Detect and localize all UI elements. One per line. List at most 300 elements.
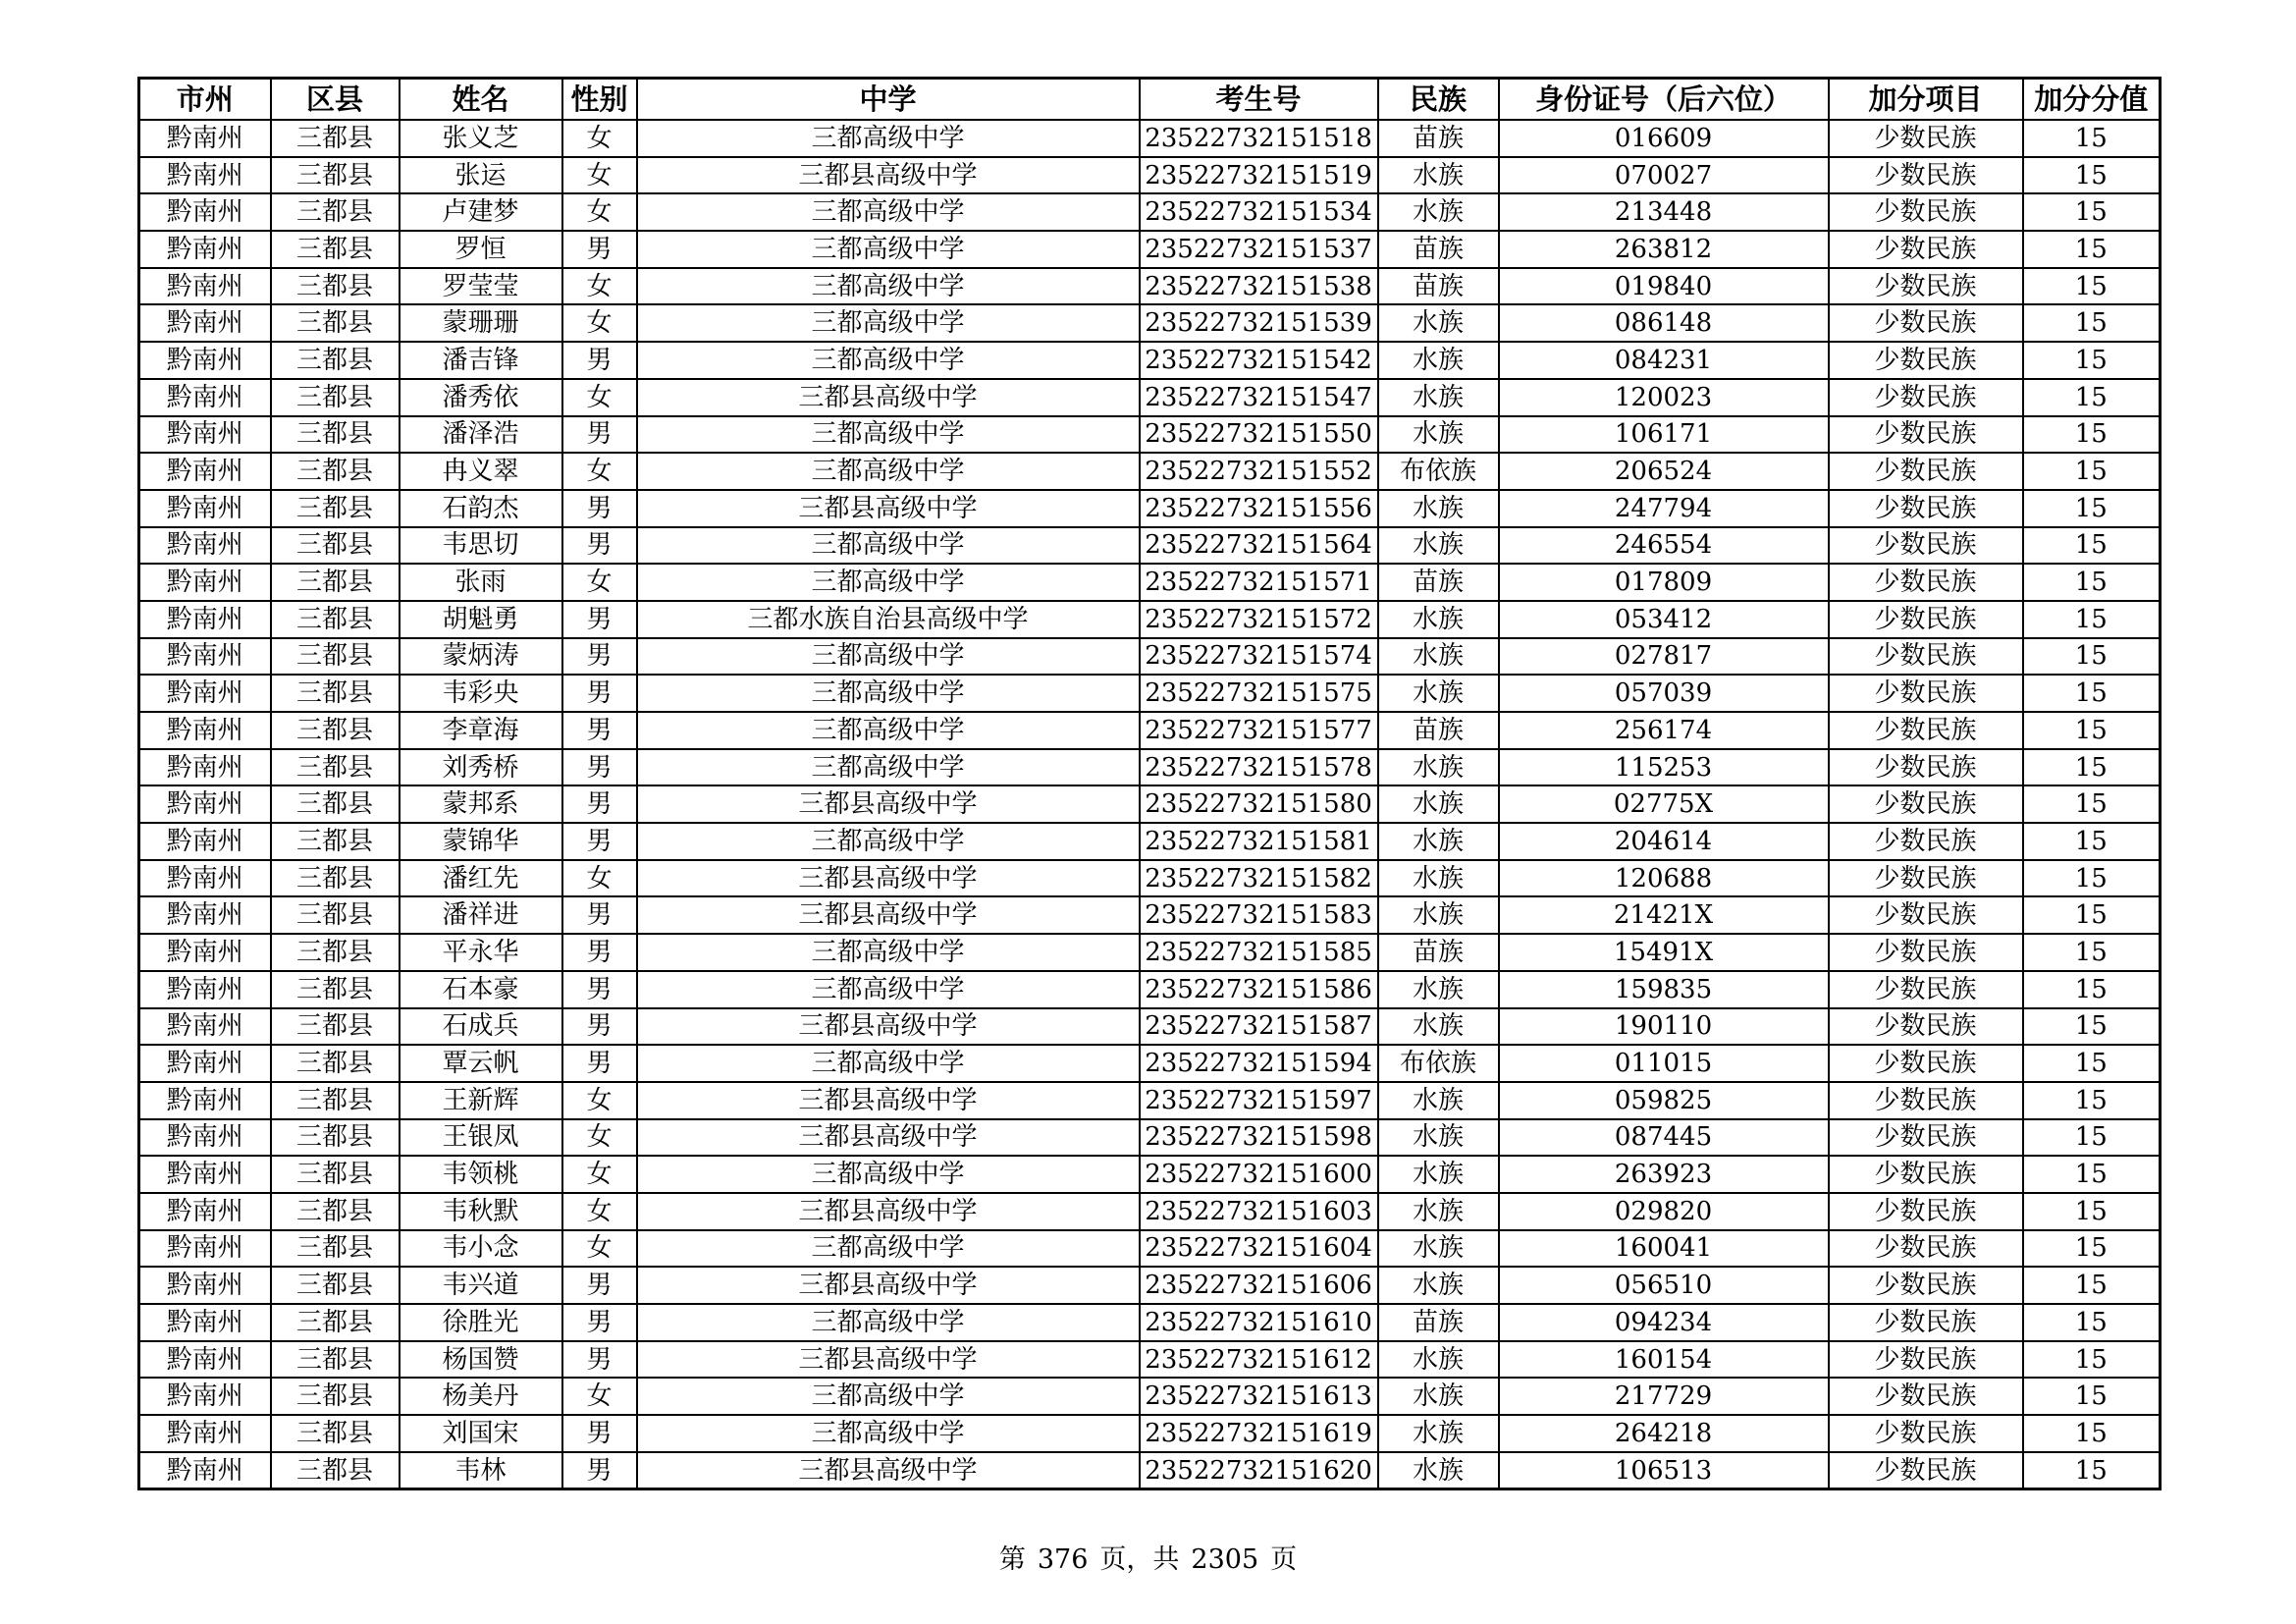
- table-body: [139, 120, 2161, 1489]
- cell-school: 三都县高级中学: [637, 1008, 1140, 1046]
- table-row: [139, 157, 2161, 194]
- cell-bonus-points: 15: [2023, 1045, 2161, 1082]
- cell-school: 三都高级中学: [637, 120, 1140, 157]
- cell-school: 三都高级中学: [637, 1156, 1140, 1193]
- cell-bonus-points: 15: [2023, 971, 2161, 1008]
- cell-school: 三都高级中学: [637, 231, 1140, 268]
- cell-ethnicity: 水族: [1378, 823, 1499, 860]
- cell-id-last-six: 120688: [1499, 860, 1829, 897]
- cell-exam-number: 23522732151597: [1140, 1082, 1378, 1119]
- cell-bonus-points: 15: [2023, 1156, 2161, 1193]
- cell-school: 三都高级中学: [637, 1378, 1140, 1415]
- cell-name: 李章海: [400, 712, 562, 749]
- cell-name: 潘秀依: [400, 379, 562, 416]
- cell-bonus-item: 少数民族: [1829, 157, 2023, 194]
- cell-bonus-points: 15: [2023, 193, 2161, 231]
- cell-bonus-points: 15: [2023, 601, 2161, 638]
- cell-city: 黔南州: [139, 342, 271, 379]
- cell-bonus-points: 15: [2023, 1415, 2161, 1452]
- cell-name: 韦林: [400, 1452, 562, 1489]
- cell-bonus-item: 少数民族: [1829, 342, 2023, 379]
- cell-exam-number: 23522732151572: [1140, 601, 1378, 638]
- cell-school: 三都高级中学: [637, 193, 1140, 231]
- cell-county: 三都县: [271, 157, 400, 194]
- table-row: [139, 934, 2161, 971]
- cell-bonus-points: 15: [2023, 1193, 2161, 1230]
- footer-total-pages: 2305: [1191, 1544, 1259, 1575]
- cell-school: 三都县高级中学: [637, 157, 1140, 194]
- cell-county: 三都县: [271, 193, 400, 231]
- cell-county: 三都县: [271, 1156, 400, 1193]
- cell-bonus-points: 15: [2023, 1082, 2161, 1119]
- cell-bonus-points: 15: [2023, 675, 2161, 712]
- cell-id-last-six: 016609: [1499, 120, 1829, 157]
- cell-name: 张雨: [400, 564, 562, 601]
- cell-school: 三都县高级中学: [637, 785, 1140, 823]
- cell-name: 潘吉锋: [400, 342, 562, 379]
- cell-gender: 男: [562, 527, 637, 565]
- cell-bonus-item: 少数民族: [1829, 1230, 2023, 1268]
- cell-id-last-six: 086148: [1499, 304, 1829, 342]
- cell-exam-number: 23522732151606: [1140, 1267, 1378, 1304]
- cell-id-last-six: 159835: [1499, 971, 1829, 1008]
- cell-bonus-points: 15: [2023, 712, 2161, 749]
- cell-bonus-item: 少数民族: [1829, 675, 2023, 712]
- cell-bonus-points: 15: [2023, 823, 2161, 860]
- cell-ethnicity: 布依族: [1378, 1045, 1499, 1082]
- table-row: [139, 675, 2161, 712]
- cell-city: 黔南州: [139, 1230, 271, 1268]
- cell-gender: 女: [562, 1378, 637, 1415]
- cell-school: 三都高级中学: [637, 638, 1140, 676]
- table-row: [139, 416, 2161, 454]
- cell-name: 胡魁勇: [400, 601, 562, 638]
- cell-id-last-six: 217729: [1499, 1378, 1829, 1415]
- cell-bonus-item: 少数民族: [1829, 785, 2023, 823]
- cell-bonus-item: 少数民族: [1829, 1267, 2023, 1304]
- cell-exam-number: 23522732151603: [1140, 1193, 1378, 1230]
- cell-ethnicity: 水族: [1378, 749, 1499, 786]
- cell-city: 黔南州: [139, 379, 271, 416]
- cell-bonus-points: 15: [2023, 1230, 2161, 1268]
- table-row: [139, 1304, 2161, 1341]
- cell-city: 黔南州: [139, 675, 271, 712]
- cell-bonus-item: 少数民族: [1829, 1415, 2023, 1452]
- cell-exam-number: 23522732151594: [1140, 1045, 1378, 1082]
- cell-county: 三都县: [271, 1045, 400, 1082]
- cell-ethnicity: 水族: [1378, 675, 1499, 712]
- cell-exam-number: 23522732151598: [1140, 1119, 1378, 1157]
- cell-name: 罗恒: [400, 231, 562, 268]
- footer-page-prefix: 第: [998, 1544, 1026, 1575]
- cell-city: 黔南州: [139, 971, 271, 1008]
- cell-exam-number: 23522732151587: [1140, 1008, 1378, 1046]
- cell-county: 三都县: [271, 453, 400, 490]
- cell-county: 三都县: [271, 749, 400, 786]
- cell-exam-number: 23522732151537: [1140, 231, 1378, 268]
- cell-gender: 男: [562, 749, 637, 786]
- table-row: [139, 1082, 2161, 1119]
- cell-gender: 女: [562, 1156, 637, 1193]
- cell-city: 黔南州: [139, 193, 271, 231]
- cell-exam-number: 23522732151519: [1140, 157, 1378, 194]
- footer-page-suffix: 页: [1270, 1544, 1298, 1575]
- cell-id-last-six: 115253: [1499, 749, 1829, 786]
- cell-bonus-points: 15: [2023, 527, 2161, 565]
- cell-name: 韦秋默: [400, 1193, 562, 1230]
- cell-gender: 女: [562, 268, 637, 305]
- cell-ethnicity: 水族: [1378, 638, 1499, 676]
- cell-gender: 男: [562, 1008, 637, 1046]
- cell-gender: 女: [562, 1230, 637, 1268]
- cell-bonus-points: 15: [2023, 379, 2161, 416]
- cell-bonus-item: 少数民族: [1829, 453, 2023, 490]
- cell-school: 三都县高级中学: [637, 896, 1140, 934]
- cell-city: 黔南州: [139, 1341, 271, 1379]
- cell-gender: 男: [562, 1341, 637, 1379]
- cell-ethnicity: 苗族: [1378, 268, 1499, 305]
- table-row: [139, 304, 2161, 342]
- cell-city: 黔南州: [139, 490, 271, 527]
- cell-city: 黔南州: [139, 120, 271, 157]
- cell-city: 黔南州: [139, 1378, 271, 1415]
- table-row: [139, 971, 2161, 1008]
- cell-gender: 男: [562, 416, 637, 454]
- cell-school: 三都高级中学: [637, 527, 1140, 565]
- cell-name: 蒙炳涛: [400, 638, 562, 676]
- cell-bonus-item: 少数民族: [1829, 1008, 2023, 1046]
- table-row: [139, 823, 2161, 860]
- cell-bonus-item: 少数民族: [1829, 749, 2023, 786]
- cell-id-last-six: 059825: [1499, 1082, 1829, 1119]
- cell-ethnicity: 水族: [1378, 490, 1499, 527]
- cell-ethnicity: 水族: [1378, 1156, 1499, 1193]
- cell-county: 三都县: [271, 527, 400, 565]
- cell-name: 石韵杰: [400, 490, 562, 527]
- cell-school: 三都高级中学: [637, 1045, 1140, 1082]
- cell-bonus-item: 少数民族: [1829, 1341, 2023, 1379]
- table-row: [139, 268, 2161, 305]
- cell-id-last-six: 120023: [1499, 379, 1829, 416]
- cell-name: 蒙珊珊: [400, 304, 562, 342]
- cell-bonus-item: 少数民族: [1829, 1378, 2023, 1415]
- cell-gender: 男: [562, 934, 637, 971]
- cell-city: 黔南州: [139, 416, 271, 454]
- cell-ethnicity: 水族: [1378, 342, 1499, 379]
- cell-name: 罗莹莹: [400, 268, 562, 305]
- cell-name: 杨美丹: [400, 1378, 562, 1415]
- cell-ethnicity: 水族: [1378, 1378, 1499, 1415]
- cell-gender: 男: [562, 1304, 637, 1341]
- cell-gender: 女: [562, 193, 637, 231]
- cell-school: 三都高级中学: [637, 1304, 1140, 1341]
- cell-id-last-six: 106171: [1499, 416, 1829, 454]
- cell-id-last-six: 053412: [1499, 601, 1829, 638]
- cell-exam-number: 23522732151578: [1140, 749, 1378, 786]
- cell-bonus-item: 少数民族: [1829, 601, 2023, 638]
- cell-bonus-points: 15: [2023, 1304, 2161, 1341]
- column-header-school: 中学: [637, 79, 1140, 121]
- cell-county: 三都县: [271, 1193, 400, 1230]
- cell-name: 韦彩央: [400, 675, 562, 712]
- cell-bonus-item: 少数民族: [1829, 712, 2023, 749]
- cell-bonus-points: 15: [2023, 231, 2161, 268]
- cell-id-last-six: 057039: [1499, 675, 1829, 712]
- cell-gender: 女: [562, 1119, 637, 1157]
- cell-city: 黔南州: [139, 1304, 271, 1341]
- cell-city: 黔南州: [139, 1415, 271, 1452]
- cell-bonus-points: 15: [2023, 304, 2161, 342]
- cell-county: 三都县: [271, 971, 400, 1008]
- cell-exam-number: 23522732151613: [1140, 1378, 1378, 1415]
- cell-ethnicity: 水族: [1378, 1452, 1499, 1489]
- cell-gender: 男: [562, 490, 637, 527]
- table-row: [139, 785, 2161, 823]
- cell-bonus-points: 15: [2023, 268, 2161, 305]
- cell-id-last-six: 070027: [1499, 157, 1829, 194]
- cell-school: 三都高级中学: [637, 416, 1140, 454]
- cell-school: 三都高级中学: [637, 304, 1140, 342]
- cell-county: 三都县: [271, 268, 400, 305]
- cell-county: 三都县: [271, 1304, 400, 1341]
- cell-id-last-six: 160041: [1499, 1230, 1829, 1268]
- cell-gender: 男: [562, 1045, 637, 1082]
- cell-gender: 男: [562, 342, 637, 379]
- cell-ethnicity: 水族: [1378, 1082, 1499, 1119]
- cell-name: 刘国宋: [400, 1415, 562, 1452]
- cell-city: 黔南州: [139, 157, 271, 194]
- cell-bonus-points: 15: [2023, 490, 2161, 527]
- cell-ethnicity: 苗族: [1378, 120, 1499, 157]
- cell-ethnicity: 水族: [1378, 379, 1499, 416]
- table-row: [139, 1119, 2161, 1157]
- cell-bonus-points: 15: [2023, 1008, 2161, 1046]
- cell-id-last-six: 087445: [1499, 1119, 1829, 1157]
- cell-ethnicity: 水族: [1378, 1119, 1499, 1157]
- column-header-bonus-item: 加分项目: [1829, 79, 2023, 121]
- table-row: [139, 896, 2161, 934]
- cell-name: 蒙锦华: [400, 823, 562, 860]
- cell-bonus-item: 少数民族: [1829, 231, 2023, 268]
- cell-bonus-points: 15: [2023, 120, 2161, 157]
- cell-gender: 女: [562, 304, 637, 342]
- cell-exam-number: 23522732151518: [1140, 120, 1378, 157]
- cell-exam-number: 23522732151539: [1140, 304, 1378, 342]
- cell-name: 张运: [400, 157, 562, 194]
- cell-exam-number: 23522732151575: [1140, 675, 1378, 712]
- cell-ethnicity: 水族: [1378, 1230, 1499, 1268]
- cell-name: 韦小念: [400, 1230, 562, 1268]
- cell-city: 黔南州: [139, 231, 271, 268]
- cell-county: 三都县: [271, 638, 400, 676]
- cell-gender: 男: [562, 1452, 637, 1489]
- cell-school: 三都县高级中学: [637, 379, 1140, 416]
- column-header-city: 市州: [139, 79, 271, 121]
- cell-id-last-six: 247794: [1499, 490, 1829, 527]
- cell-id-last-six: 263923: [1499, 1156, 1829, 1193]
- table-row: [139, 1156, 2161, 1193]
- cell-id-last-six: 263812: [1499, 231, 1829, 268]
- cell-gender: 男: [562, 1267, 637, 1304]
- cell-city: 黔南州: [139, 896, 271, 934]
- cell-bonus-points: 15: [2023, 1341, 2161, 1379]
- cell-ethnicity: 水族: [1378, 1193, 1499, 1230]
- cell-exam-number: 23522732151600: [1140, 1156, 1378, 1193]
- bonus-points-table: [137, 77, 2162, 1490]
- table-row: [139, 231, 2161, 268]
- cell-bonus-item: 少数民族: [1829, 638, 2023, 676]
- cell-gender: 女: [562, 564, 637, 601]
- cell-city: 黔南州: [139, 1267, 271, 1304]
- cell-exam-number: 23522732151583: [1140, 896, 1378, 934]
- cell-city: 黔南州: [139, 1045, 271, 1082]
- cell-name: 韦领桃: [400, 1156, 562, 1193]
- cell-name: 覃云帆: [400, 1045, 562, 1082]
- cell-name: 石本豪: [400, 971, 562, 1008]
- cell-bonus-points: 15: [2023, 749, 2161, 786]
- cell-ethnicity: 水族: [1378, 971, 1499, 1008]
- cell-bonus-points: 15: [2023, 1378, 2161, 1415]
- cell-bonus-item: 少数民族: [1829, 896, 2023, 934]
- cell-exam-number: 23522732151604: [1140, 1230, 1378, 1268]
- cell-school: 三都县高级中学: [637, 1267, 1140, 1304]
- cell-city: 黔南州: [139, 712, 271, 749]
- cell-bonus-item: 少数民族: [1829, 934, 2023, 971]
- cell-county: 三都县: [271, 416, 400, 454]
- cell-name: 张义芝: [400, 120, 562, 157]
- cell-ethnicity: 水族: [1378, 1341, 1499, 1379]
- cell-bonus-item: 少数民族: [1829, 1082, 2023, 1119]
- cell-city: 黔南州: [139, 453, 271, 490]
- table-row: [139, 1378, 2161, 1415]
- table-row: [139, 601, 2161, 638]
- cell-exam-number: 23522732151538: [1140, 268, 1378, 305]
- cell-name: 韦思切: [400, 527, 562, 565]
- table-row: [139, 749, 2161, 786]
- cell-exam-number: 23522732151574: [1140, 638, 1378, 676]
- cell-bonus-points: 15: [2023, 1119, 2161, 1157]
- page-footer: [0, 1538, 2296, 1576]
- table-row: [139, 453, 2161, 490]
- cell-bonus-item: 少数民族: [1829, 1119, 2023, 1157]
- cell-school: 三都县高级中学: [637, 1119, 1140, 1157]
- cell-school: 三都县高级中学: [637, 1341, 1140, 1379]
- cell-county: 三都县: [271, 1230, 400, 1268]
- cell-county: 三都县: [271, 1341, 400, 1379]
- cell-exam-number: 23522732151556: [1140, 490, 1378, 527]
- cell-exam-number: 23522732151547: [1140, 379, 1378, 416]
- cell-county: 三都县: [271, 785, 400, 823]
- cell-gender: 男: [562, 785, 637, 823]
- cell-id-last-six: 256174: [1499, 712, 1829, 749]
- cell-bonus-points: 15: [2023, 934, 2161, 971]
- cell-name: 杨国赞: [400, 1341, 562, 1379]
- cell-exam-number: 23522732151571: [1140, 564, 1378, 601]
- cell-bonus-item: 少数民族: [1829, 268, 2023, 305]
- cell-city: 黔南州: [139, 564, 271, 601]
- cell-bonus-points: 15: [2023, 157, 2161, 194]
- table-row: [139, 1341, 2161, 1379]
- table-row: [139, 712, 2161, 749]
- cell-bonus-item: 少数民族: [1829, 1156, 2023, 1193]
- cell-id-last-six: 02775X: [1499, 785, 1829, 823]
- cell-school: 三都高级中学: [637, 453, 1140, 490]
- cell-exam-number: 23522732151580: [1140, 785, 1378, 823]
- cell-school: 三都高级中学: [637, 675, 1140, 712]
- cell-id-last-six: 029820: [1499, 1193, 1829, 1230]
- cell-ethnicity: 苗族: [1378, 934, 1499, 971]
- cell-bonus-item: 少数民族: [1829, 823, 2023, 860]
- cell-exam-number: 23522732151550: [1140, 416, 1378, 454]
- cell-ethnicity: 水族: [1378, 1415, 1499, 1452]
- cell-ethnicity: 布依族: [1378, 453, 1499, 490]
- table-row: [139, 120, 2161, 157]
- cell-city: 黔南州: [139, 785, 271, 823]
- cell-county: 三都县: [271, 1452, 400, 1489]
- cell-exam-number: 23522732151610: [1140, 1304, 1378, 1341]
- cell-gender: 男: [562, 675, 637, 712]
- cell-exam-number: 23522732151552: [1140, 453, 1378, 490]
- cell-city: 黔南州: [139, 638, 271, 676]
- cell-exam-number: 23522732151534: [1140, 193, 1378, 231]
- cell-county: 三都县: [271, 564, 400, 601]
- column-header-exam-number: 考生号: [1140, 79, 1378, 121]
- cell-id-last-six: 246554: [1499, 527, 1829, 565]
- cell-bonus-item: 少数民族: [1829, 120, 2023, 157]
- cell-county: 三都县: [271, 342, 400, 379]
- column-header-county: 区县: [271, 79, 400, 121]
- cell-exam-number: 23522732151577: [1140, 712, 1378, 749]
- cell-bonus-item: 少数民族: [1829, 193, 2023, 231]
- cell-gender: 女: [562, 1193, 637, 1230]
- table-row: [139, 490, 2161, 527]
- cell-ethnicity: 水族: [1378, 527, 1499, 565]
- table-row: [139, 1008, 2161, 1046]
- cell-bonus-item: 少数民族: [1829, 1452, 2023, 1489]
- table-header-row: [139, 79, 2161, 121]
- cell-bonus-points: 15: [2023, 638, 2161, 676]
- cell-county: 三都县: [271, 823, 400, 860]
- column-header-name: 姓名: [400, 79, 562, 121]
- cell-county: 三都县: [271, 379, 400, 416]
- cell-school: 三都高级中学: [637, 1230, 1140, 1268]
- cell-id-last-six: 017809: [1499, 564, 1829, 601]
- table-row: [139, 1415, 2161, 1452]
- cell-id-last-six: 15491X: [1499, 934, 1829, 971]
- cell-county: 三都县: [271, 601, 400, 638]
- cell-gender: 男: [562, 638, 637, 676]
- cell-gender: 女: [562, 379, 637, 416]
- cell-id-last-six: 027817: [1499, 638, 1829, 676]
- cell-city: 黔南州: [139, 1193, 271, 1230]
- cell-city: 黔南州: [139, 1452, 271, 1489]
- cell-bonus-points: 15: [2023, 416, 2161, 454]
- cell-school: 三都高级中学: [637, 934, 1140, 971]
- cell-id-last-six: 264218: [1499, 1415, 1829, 1452]
- cell-school: 三都高级中学: [637, 712, 1140, 749]
- cell-ethnicity: 苗族: [1378, 712, 1499, 749]
- cell-exam-number: 23522732151542: [1140, 342, 1378, 379]
- cell-county: 三都县: [271, 120, 400, 157]
- cell-bonus-item: 少数民族: [1829, 490, 2023, 527]
- cell-id-last-six: 019840: [1499, 268, 1829, 305]
- cell-id-last-six: 160154: [1499, 1341, 1829, 1379]
- cell-bonus-item: 少数民族: [1829, 1045, 2023, 1082]
- cell-ethnicity: 水族: [1378, 601, 1499, 638]
- cell-county: 三都县: [271, 1267, 400, 1304]
- cell-exam-number: 23522732151612: [1140, 1341, 1378, 1379]
- cell-bonus-item: 少数民族: [1829, 1193, 2023, 1230]
